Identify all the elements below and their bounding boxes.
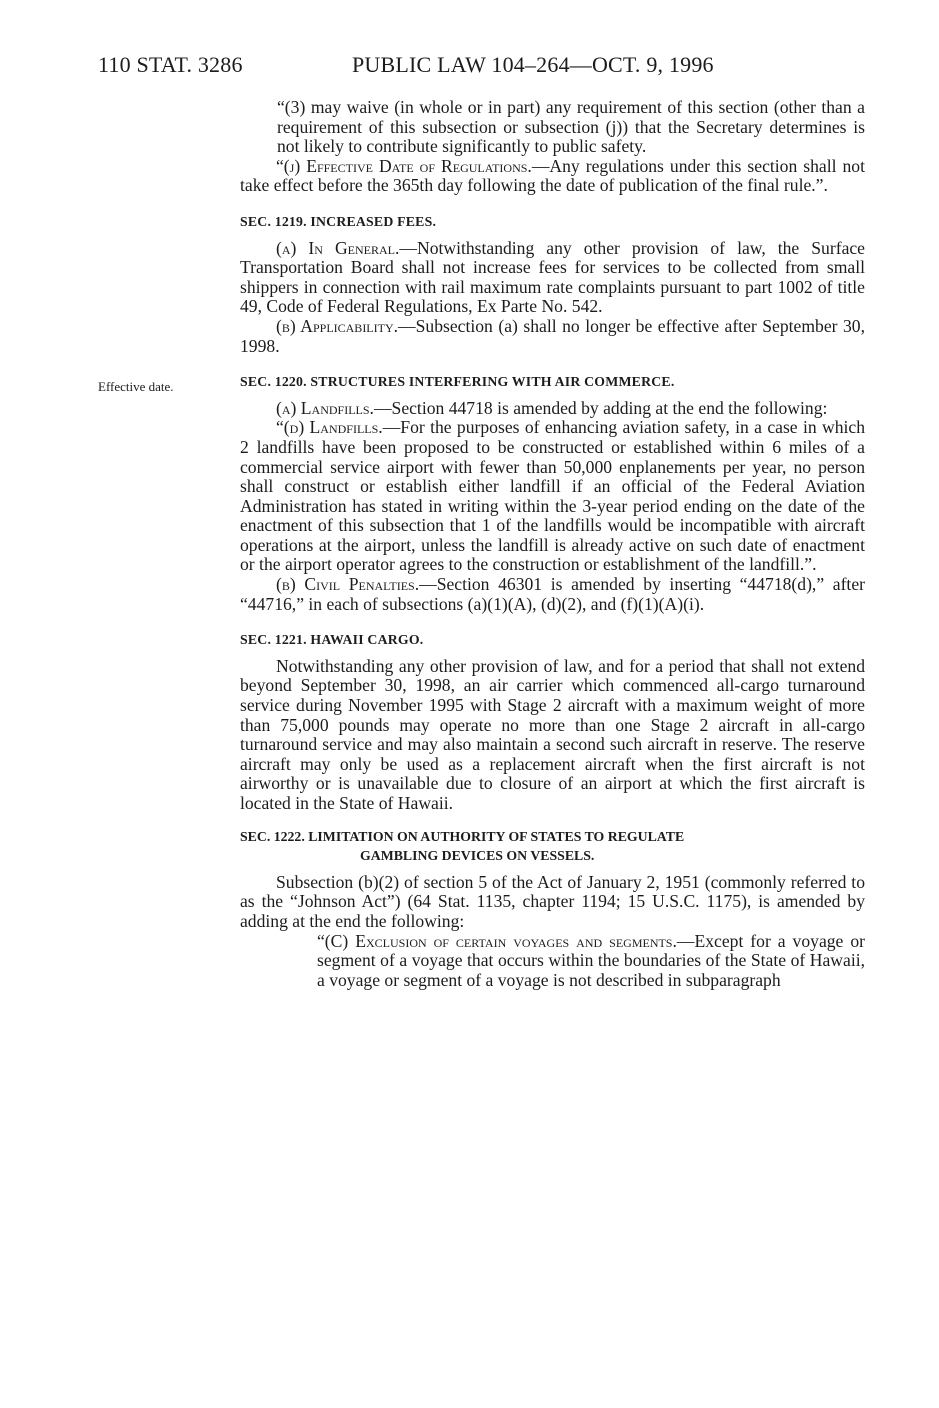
paragraph-1222: Subsection (b)(2) of section 5 of the Act of January 2, 1951 (commonly referred to as the “Johnson Act”) (64 Stat. 1135, chapter 1194; 15 U.S.C. 1175), is amended by adding at the end the following: — [240, 871, 865, 931]
paragraph-text: —Subsection (a) shall no longer be effective after September 30, 1998. — [240, 315, 865, 356]
running-header: PUBLIC LAW 104–264—OCT. 9, 1996 — [352, 52, 714, 77]
paragraph-text: —Section 46301 is amended by inserting “44718(d),” after “44716,” in each of subsections (a)(1)(A), (d)(2), and (f)(1)(A)(i). — [240, 574, 865, 614]
document-body — [240, 98, 865, 990]
paragraph-text: —Section 44718 is amended by adding at the end the following: — [373, 397, 828, 418]
paragraph-1219-a — [240, 239, 865, 317]
paragraph-heading: (a) In General. — [276, 237, 400, 258]
paragraph-1220-d — [240, 418, 865, 575]
paragraph-heading: (b) Civil Penalties. — [276, 574, 420, 595]
paragraph-j-effective-date — [240, 157, 865, 196]
section-title-line-2: GAMBLING DEVICES ON VESSELS. — [360, 848, 595, 864]
paragraph-1219-b — [240, 317, 865, 356]
section-title-1219: SEC. 1219. INCREASED FEES. — [240, 213, 437, 229]
paragraph-1221: Notwithstanding any other provision of law, and for a period that shall not extend beyond September 30, 1998, an air carrier which commenced all-cargo turnaround service during November 1995 with Stage 2 aircraft with a maximum weight of more than 75,000 pounds may operate no more than one Stage 2 aircraft in all-cargo turnaround service and may also maintain a second such aircraft in reserve. The reserve aircraft may only be used as a replacement aircraft when the first aircraft is not airworthy or is unavailable due to closure of an airport at which the first aircraft is located in the State of Hawaii. — [240, 655, 865, 813]
paragraph-text: —Notwithstanding any other provision of law, the Surface Transportation Board shall not increase fees for services to be collected from small shippers in connection with rail maximum rate complaints pursuant to part 1002 of title 49, Code of Federal Regulations, Ex Parte No. 542. — [240, 237, 865, 317]
paragraph-text: —Except for a voyage or segment of a voyage that occurs within the boundaries of the State of Hawaii, a voyage or segment of a voyage is not described in subparagraph — [317, 930, 865, 990]
section-title-line-1: SEC. 1222. LIMITATION ON AUTHORITY OF STATES TO REGULATE — [240, 828, 685, 844]
paragraph-heading: (a) Landfills. — [276, 397, 374, 418]
margin-note-effective-date: Effective date. — [98, 379, 174, 394]
paragraph-heading: “(j) Effective Date of Regulations. — [276, 155, 532, 176]
paragraph-text: —Any regulations under this section shall not take effect before the 365th day following the date of publication of the final rule.”. — [240, 155, 865, 196]
paragraph-heading: (b) Applicability. — [276, 315, 399, 336]
paragraph-text: —For the purposes of enhancing aviation safety, in a case in which 2 landfills have been proposed to be constructed or established within 6 miles of a commercial service airport with fewer than 50,000 enplanements per year, no person shall construct or establish either landfill if an official of the Federal Aviation Administration has stated in writing within the 3-year period ending on the date of the enactment of this subsection that 1 of the landfills would be incompatible with aircraft operations at the airport, unless the landfill is already active on such date of enactment or the airport operator agrees to the construction or establishment of the landfill.”. — [240, 417, 865, 575]
paragraph-1220-a — [240, 399, 865, 419]
section-title-1220: SEC. 1220. STRUCTURES INTERFERING WITH AIR COMMERCE. — [240, 374, 675, 390]
paragraph-3-waiver: “(3) may waive (in whole or in part) any requirement of this section (other than a requirement of this subsection or subsection (j)) that the Secretary determines is not likely to contribute significantly to public safety. — [277, 97, 865, 157]
paragraph-1222-c — [240, 932, 865, 991]
section-title-1221: SEC. 1221. HAWAII CARGO. — [240, 632, 424, 648]
paragraph-1220-b — [240, 575, 865, 614]
section-title-1222 — [240, 827, 865, 866]
page-stat-number: 110 STAT. 3286 — [98, 52, 243, 77]
paragraph-heading: “(C) Exclusion of certain voyages and segments. — [317, 930, 677, 951]
paragraph-heading: “(d) Landfills. — [276, 417, 383, 438]
